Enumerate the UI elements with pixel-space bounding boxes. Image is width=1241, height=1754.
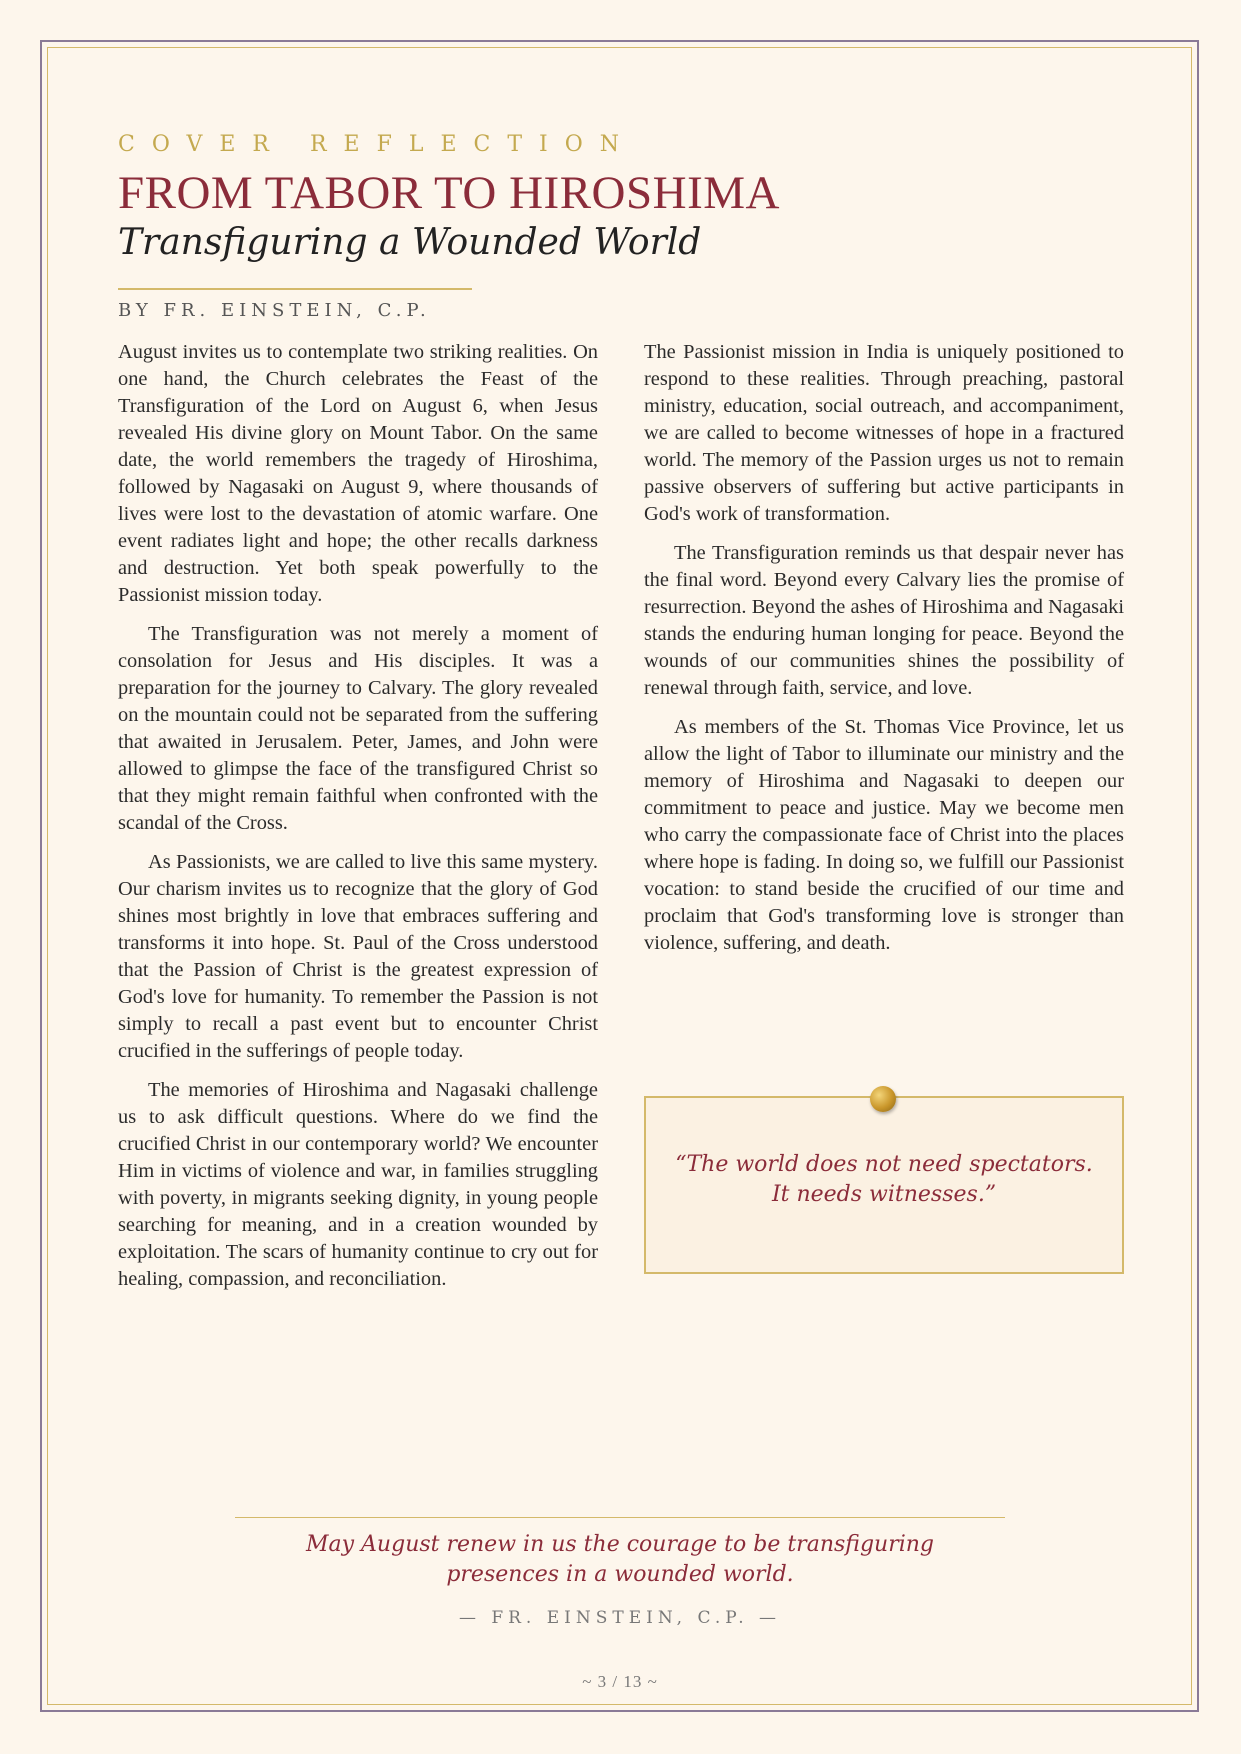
body-paragraph: As Passionists, we are called to live this same mystery. Our charism invites us to recognize that the glory of God shines most brightly in love that embraces suffering and transforms it into hope. St. Paul of the Cross understood that the Passion of Christ is the greatest expression of God's love for humanity. To remember the Passion is not simply to recall a past event but to encounter Christ crucified in the sufferings of people today. [118,851,598,1062]
pull-quote-line: It needs witnesses.” [771,1182,997,1207]
body-paragraph: The memories of Hiroshima and Nagasaki challenge us to ask difficult questions. Where do we find the crucified Christ in our contemporary world? We encounter Him in victims of violence and war, in families struggling with poverty, in migrants seeking dignity, in young people searching for meaning, and in a creation wounded by exploitation. The scars of humanity continue to cry out for healing, compassion, and reconciliation. [118,1079,598,1290]
article-title: FROM TABOR TO HIROSHIMA [118,167,780,219]
closing-prayer [220,1530,1020,1590]
author-byline: BY FR. EINSTEIN, C.P. [118,300,431,321]
title-divider [118,288,472,290]
body-paragraph: The Transfiguration reminds us that despair never has the final word. Beyond every Calvary lies the promise of resurrection. Beyond the ashes of Hiroshima and Nagasaki stands the enduring human longing for peace. Beyond the wounds of our communities shines the possibility of renewal through faith, service, and love. [644,542,1124,699]
body-paragraph: The Transfiguration was not merely a moment of consolation for Jesus and His disciples. It was a preparation for the journey to Calvary. The glory revealed on the mountain could not be separated from the suffering that awaited in Jerusalem. Peter, James, and John were allowed to glimpse the face of the transfigured Christ so that they might remain faithful when confronted with the scandal of the Cross. [118,623,598,834]
article-subtitle: Transfiguring a Wounded World [118,222,702,263]
page-number: ~ 3 / 13 ~ [582,1672,658,1691]
pull-quote-line: “The world does not need spectators. [675,1152,1093,1177]
pushpin-icon [870,1086,896,1112]
closing-divider [235,1517,1005,1518]
body-column-left [118,339,598,1305]
section-kicker: COVER REFLECTION [118,132,637,157]
author-signoff: — FR. EINSTEIN, C.P. — [458,1608,782,1628]
body-column-right [644,339,1124,969]
body-paragraph: The Passionist mission in India is uniquely positioned to respond to these realities. Through preaching, pastoral ministry, education, social outreach, and accompaniment, we are called to become witnesses of hope in a fractured world. The memory of the Passion urges us not to remain passive observers of suffering but active participants in God's work of transformation. [644,341,1124,525]
closing-line: presences in a wounded world. [446,1562,794,1587]
closing-line: May August renew in us the courage to be transfiguring [305,1532,935,1557]
body-paragraph: As members of the St. Thomas Vice Province, let us allow the light of Tabor to illuminate our ministry and the memory of Hiroshima and Nagasaki to deepen our commitment to peace and justice. May we become men who carry the compassionate face of Christ into the places where hope is fading. In doing so, we fulfill our Passionist vocation: to stand beside the crucified of our time and proclaim that God's transforming love is stronger than violence, suffering, and death. [644,716,1124,954]
body-paragraph: August invites us to contemplate two striking realities. On one hand, the Church celebrates the Feast of the Transfiguration of the Lord on August 6, when Jesus revealed His divine glory on Mount Tabor. On the same date, the world remembers the tragedy of Hiroshima, followed by Nagasaki on August 9, where thousands of lives were lost to the devastation of atomic warfare. One event radiates light and hope; the other recalls darkness and destruction. Yet both speak powerfully to the Passionist mission today. [118,341,598,606]
pull-quote [644,1150,1124,1210]
